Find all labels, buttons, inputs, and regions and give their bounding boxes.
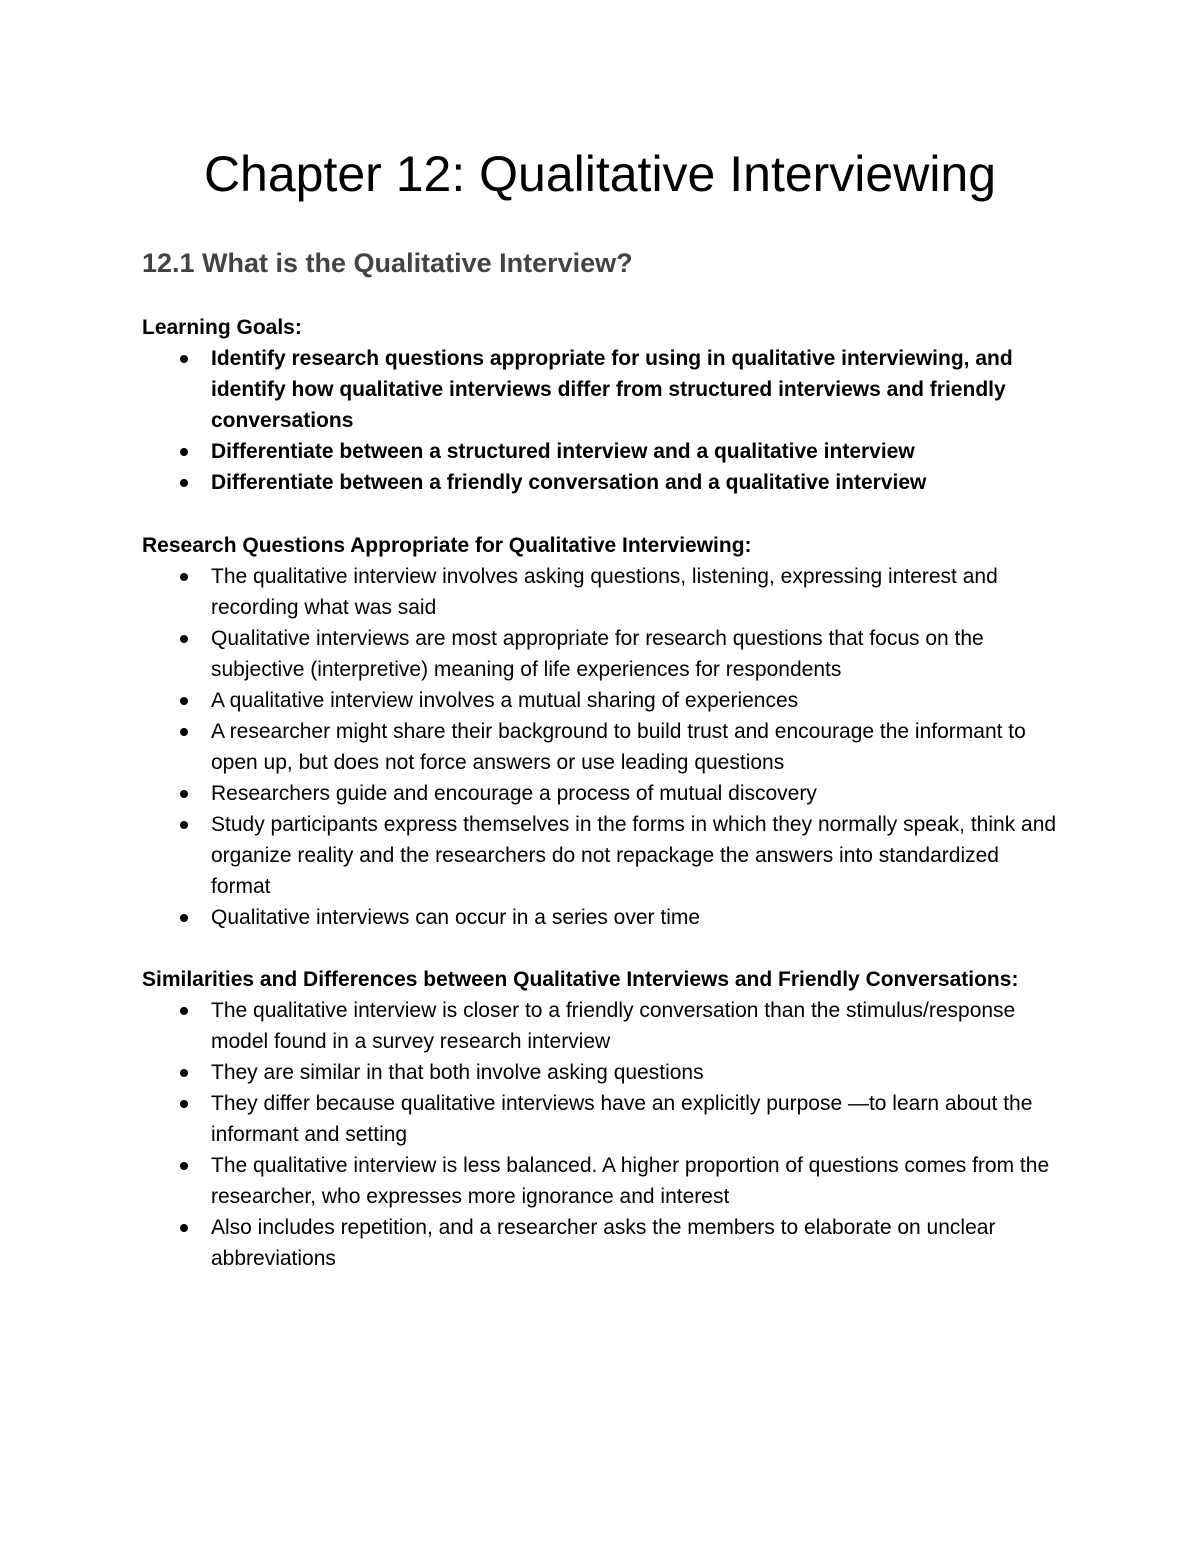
bullet-icon xyxy=(180,1224,188,1232)
list-item-text: The qualitative interview involves asking questions, listening, expressing interest and recording what was said xyxy=(211,565,998,619)
list-item xyxy=(142,716,1062,778)
list-item-text: A researcher might share their background to build trust and encourage the informant to open up, but does not force answers or use leading questions xyxy=(211,720,1026,774)
list-item-text: The qualitative interview is less balanced. A higher proportion of questions comes from the researcher, who expresses more ignorance and interest xyxy=(211,1154,1050,1208)
learning-goals-list xyxy=(142,343,1062,498)
list-item xyxy=(142,778,1062,809)
list-item-text: Study participants express themselves in the forms in which they normally speak, think and organize reality and the researchers do not repackage the answers into standardized format xyxy=(211,813,1057,898)
research-questions-heading: Research Questions Appropriate for Qualitative Interviewing: xyxy=(142,534,752,557)
bullet-icon xyxy=(180,448,188,456)
list-item xyxy=(142,685,1062,716)
list-item-text: Identify research questions appropriate for using in qualitative interviewing, and identify how qualitative interviews differ from structured interviews and friendly conversations xyxy=(211,347,1013,432)
list-item xyxy=(142,1057,1062,1088)
list-item xyxy=(142,1212,1062,1274)
bullet-icon xyxy=(180,1069,188,1077)
bullet-icon xyxy=(180,728,188,736)
bullet-icon xyxy=(180,697,188,705)
bullet-icon xyxy=(180,1162,188,1170)
list-item xyxy=(142,436,1062,467)
list-item-text: Differentiate between a structured interview and a qualitative interview xyxy=(211,440,915,463)
list-item xyxy=(142,623,1062,685)
bullet-icon xyxy=(180,355,188,363)
document-title: Chapter 12: Qualitative Interviewing xyxy=(203,146,997,202)
bullet-icon xyxy=(180,1100,188,1108)
bullet-icon xyxy=(180,635,188,643)
bullet-icon xyxy=(180,479,188,487)
list-item-text: A qualitative interview involves a mutual sharing of experiences xyxy=(211,689,799,712)
list-item xyxy=(142,561,1062,623)
learning-goals-heading: Learning Goals: xyxy=(142,316,302,339)
list-item xyxy=(142,343,1062,436)
list-item-text: Qualitative interviews are most appropriate for research questions that focus on the subjective (interpretive) meaning of life experiences for respondents xyxy=(211,627,984,681)
bullet-icon xyxy=(180,1007,188,1015)
bullet-icon xyxy=(180,790,188,798)
list-item xyxy=(142,809,1062,902)
list-item xyxy=(142,902,1062,933)
list-item xyxy=(142,1150,1062,1212)
similarities-heading: Similarities and Differences between Qualitative Interviews and Friendly Conversations: xyxy=(142,968,1019,991)
list-item xyxy=(142,1088,1062,1150)
research-questions-block xyxy=(142,530,1062,933)
list-item-text: Also includes repetition, and a researcher asks the members to elaborate on unclear abbreviations xyxy=(211,1216,996,1270)
list-item xyxy=(142,467,1062,498)
similarities-block xyxy=(142,964,1062,1274)
list-item-text: They differ because qualitative interviews have an explicitly purpose —to learn about the informant and setting xyxy=(211,1092,1033,1146)
section-heading: 12.1 What is the Qualitative Interview? xyxy=(142,248,633,278)
list-item xyxy=(142,995,1062,1057)
learning-goals-block xyxy=(142,312,1062,498)
research-questions-list xyxy=(142,561,1062,933)
list-item-text: They are similar in that both involve asking questions xyxy=(211,1061,704,1084)
bullet-icon xyxy=(180,914,188,922)
list-item-text: Researchers guide and encourage a process of mutual discovery xyxy=(211,782,817,805)
bullet-icon xyxy=(180,821,188,829)
similarities-list xyxy=(142,995,1062,1274)
list-item-text: The qualitative interview is closer to a friendly conversation than the stimulus/response model found in a survey research interview xyxy=(211,999,1016,1053)
list-item-text: Qualitative interviews can occur in a series over time xyxy=(211,906,701,929)
list-item-text: Differentiate between a friendly conversation and a qualitative interview xyxy=(211,471,927,494)
bullet-icon xyxy=(180,573,188,581)
